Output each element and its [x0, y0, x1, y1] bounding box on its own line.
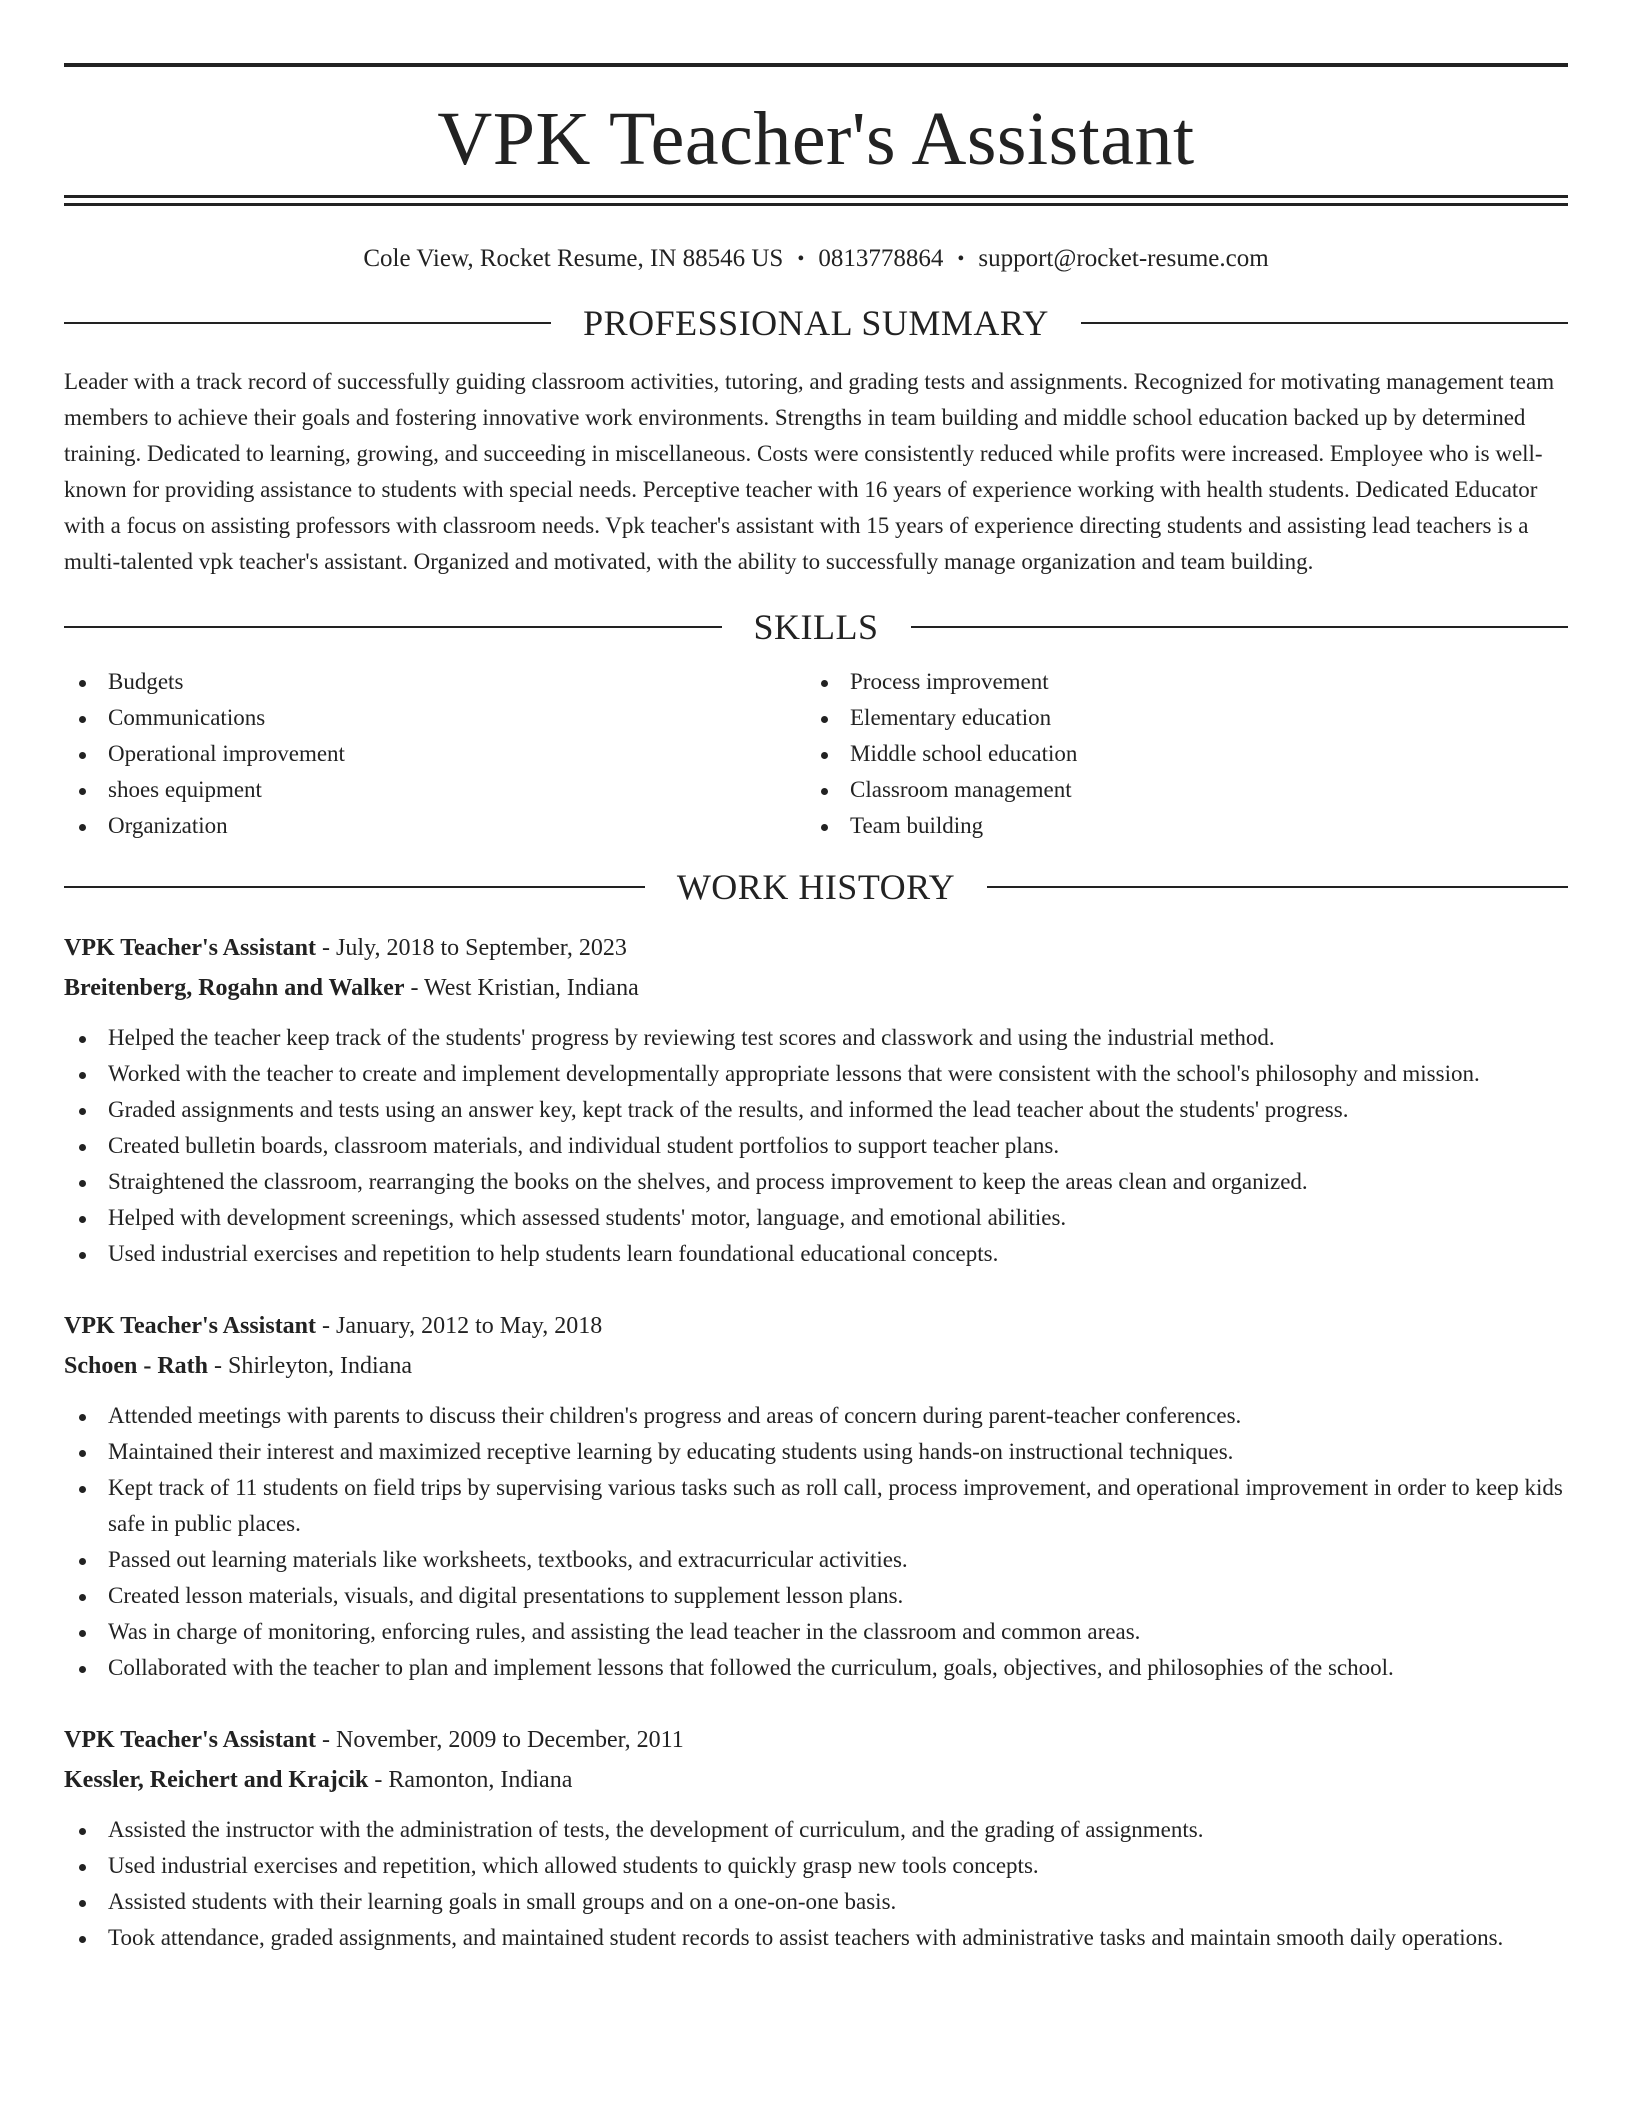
job-location: - West Kristian, Indiana [404, 975, 639, 1001]
job-bullet: Straightened the classroom, rearranging the books on the shelves, and process improvement to keep the areas clean and organized. [64, 1164, 1568, 1200]
section-rule [64, 626, 722, 628]
double-rule [64, 195, 1568, 206]
top-rule [64, 63, 1568, 67]
skills-section-header [64, 602, 1568, 652]
skill-item: Classroom management [806, 772, 1548, 808]
job-bullet: Passed out learning materials like worksheets, textbooks, and extracurricular activities. [64, 1542, 1568, 1578]
job-bullet: Helped with development screenings, which assessed students' motor, language, and emotional abilities. [64, 1200, 1568, 1236]
contact-separator: • [797, 248, 805, 270]
job-bullet: Was in charge of monitoring, enforcing rules, and assisting the lead teacher in the classroom and common areas. [64, 1614, 1568, 1650]
skill-item: Elementary education [806, 700, 1548, 736]
resume-name: VPK Teacher's Assistant [437, 97, 1195, 181]
job-title-line [64, 928, 1568, 968]
section-rule [987, 886, 1568, 888]
job-bullet: Created bulletin boards, classroom materials, and individual student portfolios to support teacher plans. [64, 1128, 1568, 1164]
job-title: VPK Teacher's Assistant [64, 1727, 317, 1753]
section-rule [911, 626, 1569, 628]
job-bullet: Used industrial exercises and repetition, which allowed students to quickly grasp new tools concepts. [64, 1848, 1568, 1884]
job-company: Kessler, Reichert and Krajcik [64, 1767, 369, 1793]
job-bullet: Helped the teacher keep track of the students' progress by reviewing test scores and classwork and using the industrial method. [64, 1020, 1568, 1056]
job-dates: - January, 2012 to May, 2018 [316, 1313, 603, 1339]
summary-section-title: PROFESSIONAL SUMMARY [583, 303, 1049, 343]
job-bullet: Graded assignments and tests using an answer key, kept track of the results, and informed the lead teacher about the students' progress. [64, 1092, 1568, 1128]
skill-item: Budgets [64, 664, 806, 700]
job-bullet: Assisted the instructor with the administration of tests, the development of curriculum, and the grading of assignments. [64, 1812, 1568, 1848]
contact-address: Cole View, Rocket Resume, IN 88546 US [363, 245, 784, 272]
job-bullet: Kept track of 11 students on field trips by supervising various tasks such as roll call, process improvement, and operational improvement in order to keep kids safe in public places. [64, 1470, 1568, 1542]
skill-item: Middle school education [806, 736, 1548, 772]
job-location: - Shirleyton, Indiana [208, 1353, 412, 1379]
job-bullet: Maintained their interest and maximized receptive learning by educating students using hands-on instructional techniques. [64, 1434, 1568, 1470]
contact-phone[interactable]: 0813778864 [818, 245, 944, 272]
work-section-header [64, 862, 1568, 912]
job-entry [64, 1306, 1568, 1686]
job-company-line [64, 1760, 1568, 1800]
job-location: - Ramonton, Indiana [368, 1767, 573, 1793]
job-bullet: Assisted students with their learning goals in small groups and on a one-on-one basis. [64, 1884, 1568, 1920]
job-bullet: Collaborated with the teacher to plan and implement lessons that followed the curriculum, goals, objectives, and philosophies of the school. [64, 1650, 1568, 1686]
job-company-line [64, 968, 1568, 1008]
job-title: VPK Teacher's Assistant [64, 935, 317, 961]
skills-list [64, 664, 1568, 844]
job-bullet: Took attendance, graded assignments, and maintained student records to assist teachers with administrative tasks and maintain smooth daily operations. [64, 1920, 1568, 1956]
summary-section-header [64, 298, 1568, 348]
contact-line [64, 239, 1568, 279]
job-entry [64, 1720, 1568, 1956]
job-bullets [64, 1812, 1568, 1956]
job-bullets [64, 1020, 1568, 1272]
job-title: VPK Teacher's Assistant [64, 1313, 317, 1339]
skill-item: shoes equipment [64, 772, 806, 808]
contact-email[interactable]: support@rocket-resume.com [978, 245, 1269, 272]
job-company: Schoen - Rath [64, 1353, 209, 1379]
section-rule [64, 322, 551, 324]
job-bullets [64, 1398, 1568, 1686]
skills-column-right [806, 664, 1548, 844]
skill-item: Operational improvement [64, 736, 806, 772]
job-bullet: Used industrial exercises and repetition to help students learn foundational educational concepts. [64, 1236, 1568, 1272]
skill-item: Process improvement [806, 664, 1548, 700]
work-section-title: WORK HISTORY [676, 867, 956, 907]
skill-item: Communications [64, 700, 806, 736]
job-dates: - November, 2009 to December, 2011 [316, 1727, 684, 1753]
job-title-line [64, 1306, 1568, 1346]
job-bullet: Worked with the teacher to create and implement developmentally appropriate lessons that were consistent with the school's philosophy and mission. [64, 1056, 1568, 1092]
section-rule [1081, 322, 1568, 324]
skill-item: Organization [64, 808, 806, 844]
job-bullet: Created lesson materials, visuals, and digital presentations to supplement lesson plans. [64, 1578, 1568, 1614]
job-bullet: Attended meetings with parents to discuss their children's progress and areas of concern during parent-teacher conferences. [64, 1398, 1568, 1434]
job-company-line [64, 1346, 1568, 1386]
summary-text: Leader with a track record of successfully guiding classroom activities, tutoring, and grading tests and assignments. Recognized for motivating management team members to achieve their goals and fostering innovative work environments. Strengths in team building and middle school education backed up by determined training. Dedicated to learning, growing, and succeeding in miscellaneous. Costs were consistently reduced while profits were increased. Employee who is well-known for providing assistance to students with special needs. Perceptive teacher with 16 years of experience working with health students. Dedicated Educator with a focus on assisting professors with classroom needs. Vpk teacher's assistant with 15 years of experience directing students and assisting lead teachers is a multi-talented vpk teacher's assistant. Organized and motivated, with the ability to successfully manage organization and team building. [64, 369, 1555, 574]
job-title-line [64, 1720, 1568, 1760]
job-dates: - July, 2018 to September, 2023 [316, 935, 627, 961]
job-company: Breitenberg, Rogahn and Walker [64, 975, 405, 1001]
skills-column-left [64, 664, 806, 844]
skills-section-title: SKILLS [753, 607, 879, 647]
skill-item: Team building [806, 808, 1548, 844]
job-entry [64, 928, 1568, 1272]
contact-separator: • [957, 248, 965, 270]
section-rule [64, 886, 645, 888]
resume-page [64, 0, 1568, 1956]
